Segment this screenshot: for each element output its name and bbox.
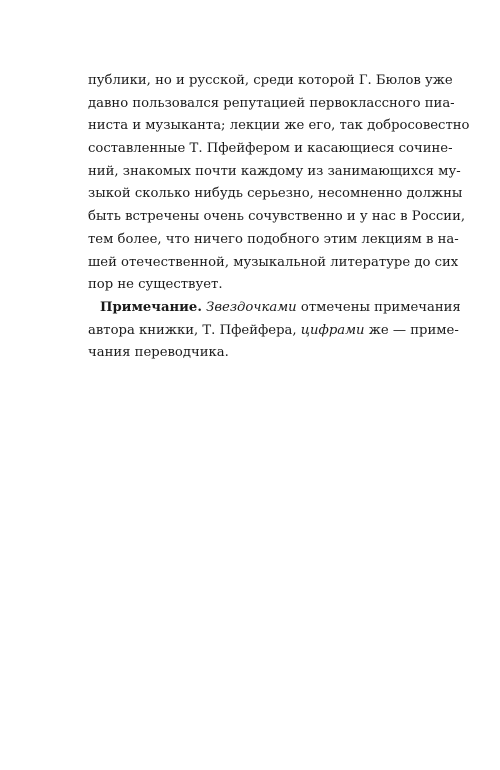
note-emphasis: цифрами xyxy=(300,322,365,338)
text-line: быть встречены очень сочувственно и у нас в России, xyxy=(88,209,466,225)
note-text: же — приме- xyxy=(364,322,459,338)
note-paragraph xyxy=(88,297,461,365)
note-text: отмечены примечания xyxy=(296,300,461,315)
text-line: ний, знакомых почти каждому из занимающихся му- xyxy=(88,163,461,179)
text-line: составленные Т. Пфейфером и касающиеся сочине- xyxy=(88,141,453,157)
note-text: автора книжки, Т. Пфейфера, xyxy=(88,322,301,338)
note-line xyxy=(88,297,461,320)
text-line: ниста и музыканта; лекции же его, так добросовестно xyxy=(88,118,470,134)
main-paragraph xyxy=(88,70,470,297)
note-label: Примечание. xyxy=(100,300,202,315)
note-emphasis: Звездочками xyxy=(206,300,297,315)
text-line: пор не существует. xyxy=(88,277,223,293)
text-line: давно пользовался репутацией первоклассного пиа- xyxy=(88,95,455,111)
text-line: публики, но и русской, среди которой Г. Бюлов уже xyxy=(88,73,453,88)
note-line: чания переводчика. xyxy=(88,345,229,361)
text-line: зыкой сколько нибудь серьезно, несомненно должны xyxy=(88,186,463,202)
text-line: шей отечественной, музыкальной литературе до сих xyxy=(88,254,459,270)
text-line: тем более, что ничего подобного этим лекциям в на- xyxy=(88,231,459,247)
note-line xyxy=(88,320,459,343)
